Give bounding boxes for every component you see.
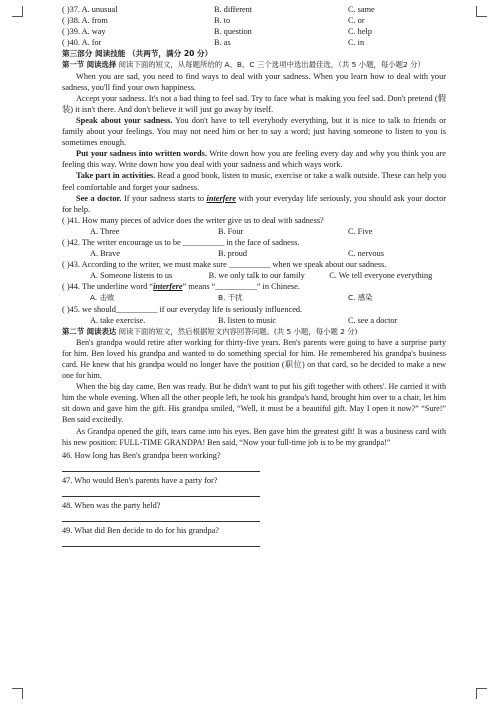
question-48: 48. When was the party held?	[62, 500, 161, 510]
options-45	[62, 315, 446, 326]
advice-text: with your everyday life seriously, you should ask your doctor for help.	[62, 193, 446, 214]
question-44-stem: ( )44. The underline word “	[62, 282, 154, 292]
cloze-option-b: B. different	[214, 5, 253, 14]
question-44	[62, 281, 446, 292]
advice-text: You don't have to tell everybody everything, but it is nice to talk to friends or family about your feelings. You may not need him or her to say a word; just having someone to listen to you is sometimes enough.	[62, 115, 446, 148]
reading-paragraph: Ben's grandpa would retire after working for thirty-five years. Ben's parents were going to have a surprise party for him. Ben loved his grandpa and wanted to do something special for him. He remembered his grandpa's business card. He knew that his grandpa would no longer have the position (职位) on that card, so he decided to make a new one for him.	[62, 337, 446, 381]
section1-instruction: 阅读下面的短文，从每题所给的 A、B、C 三个选项中选出最佳选，（共 5 小题，每小题2 分）	[116, 60, 425, 70]
cloze-option-c: C. or	[348, 16, 365, 26]
option-a: A. Someone listens to us	[90, 271, 173, 281]
option-a: A. Brave	[90, 249, 120, 259]
underlined-word: interfere	[206, 193, 237, 203]
cloze-option-c: C. same	[348, 5, 375, 14]
cloze-row-37	[62, 4, 446, 15]
part3-title-text: 第三部分 阅读技能 （共两节，满分 20 分）	[62, 49, 213, 59]
cloze-option-a: ( )39. A. way	[62, 27, 106, 37]
question-43: ( )43. According to the writer, we must make sure __________ when we speak about our sadness.	[62, 260, 387, 270]
cloze-option-b: B. question	[214, 27, 252, 37]
reading-paragraph	[62, 115, 446, 148]
question-46: 46. How long has Ben's grandpa been working?	[62, 450, 221, 460]
option-b: B. we only talk to our family	[208, 271, 305, 281]
reading-paragraph: Accept your sadness. It's not a bad thing to feel sad. Try to face what is making you feel sad. Don't pretend (假装) it isn't there. And don't believe it will just go away by itself.	[62, 93, 446, 114]
question-42: ( )42. The writer encourage us to be __________ in the face of sadness.	[62, 237, 300, 247]
reading-paragraph	[62, 148, 446, 170]
cloze-row-39	[62, 26, 446, 37]
cloze-option-b: B. to	[214, 16, 231, 26]
advice-heading: Put your sadness into written words.	[76, 149, 207, 159]
crop-mark-top-right	[476, 6, 487, 17]
reading-paragraph: When you are sad, you need to find ways to deal with your sadness. When you learn how to deal with your sadness, you'll find your own happiness.	[62, 71, 446, 92]
cloze-option-c: C. help	[348, 27, 372, 37]
answer-line-48[interactable]	[62, 511, 260, 522]
option-c: C. Five	[348, 226, 373, 236]
answer-line-46[interactable]	[62, 461, 260, 472]
cloze-row-38	[62, 15, 446, 26]
reading-paragraph	[62, 193, 446, 215]
option-c: C. see a doctor	[348, 315, 398, 325]
answer-line-47[interactable]	[62, 486, 260, 497]
option-b: B. proud	[218, 249, 248, 259]
question-41: ( )41. How many pieces of advice does the writer give us to deal with sadness?	[62, 215, 324, 225]
option-a: A. Three	[90, 226, 120, 236]
cloze-option-a: ( )38. A. from	[62, 16, 108, 26]
advice-heading: Speak about your sadness.	[76, 115, 173, 125]
option-b: B. listen to music	[218, 315, 277, 325]
section2-heading	[62, 326, 446, 337]
options-42	[62, 248, 446, 259]
cloze-option-c: C. in	[348, 38, 365, 48]
advice-heading: See a doctor.	[76, 193, 122, 203]
cloze-row-40	[62, 37, 446, 48]
option-c: C. We tell everyone everything	[329, 271, 433, 281]
crop-mark-bottom-left	[12, 688, 23, 699]
option-a: A. take exercise.	[90, 315, 146, 325]
option-b: B. 干扰	[218, 293, 243, 303]
options-41	[62, 226, 446, 237]
options-44	[62, 292, 446, 303]
crop-mark-bottom-right	[476, 688, 487, 699]
underlined-word: interfere	[153, 282, 183, 292]
reading-paragraph: As Grandpa opened the gift, tears came into his eyes. Ben gave him the greatest gift! It was a business card with his new position: FULL-TIME GRANDPA! Ben said, “Now your full-time job is to be my grandpa!”	[62, 426, 446, 447]
exam-content	[62, 4, 446, 550]
section2-instruction: 阅读下面的短文，然后根据短文内容回答问题。(共 5 小题，每小题 2 分)	[116, 326, 358, 336]
advice-text: Write down how you are feeling every day and why you think you are feeling this way. Write down how you deal with your sadness and which ways work.	[62, 149, 446, 170]
answer-line-49[interactable]	[62, 536, 260, 547]
part3-title	[62, 48, 446, 59]
advice-text: If your sadness starts to	[121, 193, 207, 203]
cloze-option-b: B. as	[214, 38, 231, 48]
option-a: A. 击败	[90, 293, 115, 303]
reading-paragraph	[62, 170, 446, 192]
option-c: C. 感染	[348, 293, 373, 303]
option-b: B. Four	[218, 226, 244, 236]
section1-title: 第一节 阅读选择	[62, 60, 117, 70]
crop-mark-top-left	[12, 6, 23, 17]
cloze-option-a: ( )40. A. for	[62, 38, 102, 48]
advice-text: Read a good book, listen to music, exercise or take a walk outside. These can help you feel comfortable and forget your sadness.	[62, 171, 446, 192]
question-45: ( )45. we should__________ if our everyday life is seriously influenced.	[62, 304, 303, 314]
section2-title: 第二节 阅读表达	[62, 326, 117, 336]
question-44-stem: ” means “__________” in Chinese.	[182, 282, 300, 292]
question-47: 47. Who would Ben's parents have a party for?	[62, 475, 218, 485]
advice-heading: Take part in activities.	[76, 171, 156, 181]
options-43	[62, 270, 446, 281]
question-49: 49. What did Ben decide to do for his grandpa?	[62, 526, 219, 536]
reading-paragraph: When the big day came, Ben was ready. But he didn't want to put his gift together with others'. He carried it with him the whole evening. When all the other people left, he took his grandpa's hand, brought him over to a chair, let him sit down and gave him the gift. His grandpa smiled, “Well, it must be a beautiful gift. May I open it now?” “Sure!” Ben said excitedly.	[62, 382, 446, 425]
option-c: C. nervous	[348, 249, 384, 259]
section1-heading	[62, 59, 446, 70]
cloze-option-a: ( )37. A. unusual	[62, 5, 118, 14]
